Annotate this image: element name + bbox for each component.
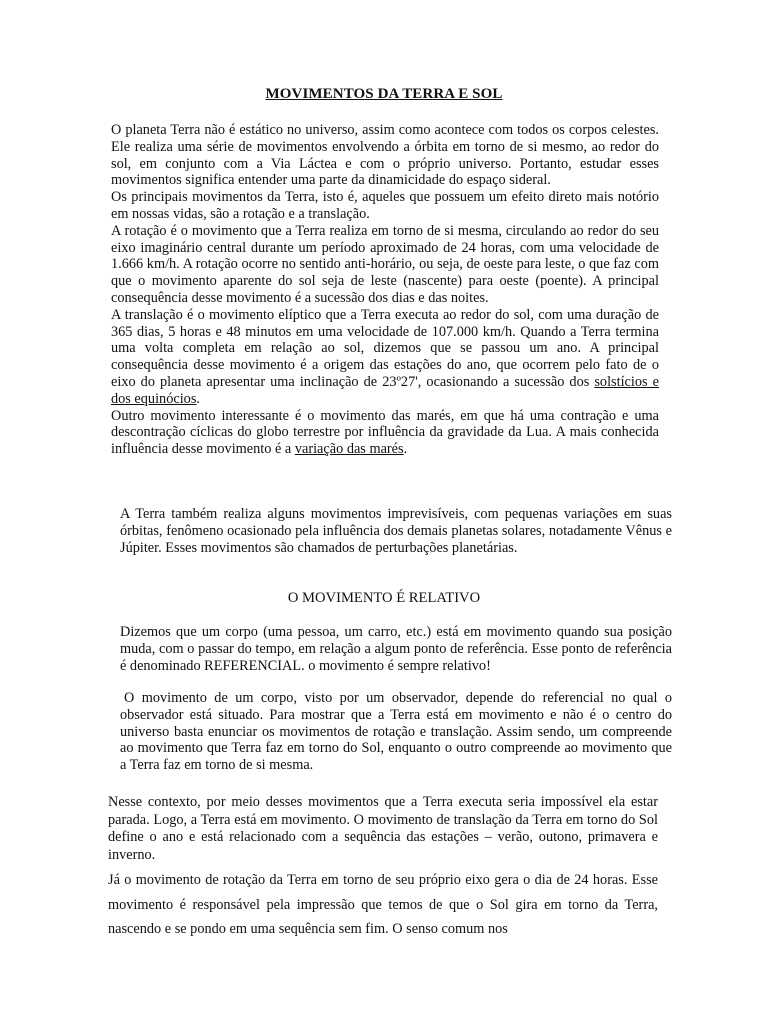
paragraph-translation (111, 307, 659, 408)
tide-variation-link[interactable]: variação das marés (294, 441, 404, 458)
paragraph-rotation-day: Já o movimento de rotação da Terra em torno de seu próprio eixo gera o dia de 24 horas. Esse movimento é responsável pela impressão que temos de que o Sol gira em torno da Terra, nascendo e se pondo em uma sequência sem fim. O senso comum nos (108, 872, 658, 937)
paragraph-main-movements: Os principais movimentos da Terra, isto é, aqueles que possuem um efeito direto mais notório em nossas vidas, são a rotação e a translação. (111, 189, 659, 222)
main-text-block (111, 122, 659, 458)
section-subtitle: O MOVIMENTO É RELATIVO (287, 590, 481, 606)
paragraph-rotation: A rotação é o movimento que a Terra realiza em torno de si mesma, circulando ao redor do seu eixo imaginário central durante um período aproximado de 24 horas, com uma velocidade de 1.666 km/h. A rotação ocorre no sentido anti-horário, ou seja, de oeste para leste, o que faz com que o movimento aparente do sol seja de leste (nascente) para oeste (poente). A principal consequência desse movimento é a sucessão dos dias e das noites. (111, 222, 659, 306)
paragraph-perturbations: A Terra também realiza alguns movimentos imprevisíveis, com pequenas variações em suas órbitas, fenômeno ocasionado pela influência dos demais planetas solares, notadamente Vênus e Júpiter. Esses movimentos são chamados de perturbações planetárias. (120, 506, 672, 556)
tides-text: Outro movimento interessante é o movimento das marés, em que há uma contração e uma descontração cíclicas do globo terrestre por influência da gravidade da Lua. A mais conhecida influência desse movimento é a (111, 407, 659, 458)
translation-text: A translação é o movimento elíptico que a Terra executa ao redor do sol, com uma duração de 365 dias, 5 horas e 48 minutos em uma velocidade de 107.000 km/h. Quando a Terra termina uma volta completa em relação ao sol, dizemos que se passou um ano. A principal consequência desse movimento é a origem das estações do ano, que ocorrem pelo fato de o eixo do planeta apresentar uma inclinação de 23º27', ocasionando a sucessão dos (111, 306, 659, 390)
tides-text-end: . (403, 441, 408, 458)
document-title: MOVIMENTOS DA TERRA E SOL (265, 86, 503, 102)
indented-block-observer (120, 690, 672, 774)
paragraph-relative-motion: Dizemos que um corpo (uma pessoa, um carro, etc.) está em movimento quando sua posição muda, com o passar do tempo, em relação a algum ponto de referência. Esse ponto de referência é denominado REFERENCIAL. o movimento é sempre relativo! (120, 624, 672, 674)
solstices-equinoxes-link[interactable]: solstícios e dos equinócios (111, 373, 659, 407)
indented-block-relative-motion (120, 624, 672, 674)
paragraph-context: Nesse contexto, por meio desses movimentos que a Terra executa seria impossível ela estar parada. Logo, a Terra está em movimento. O movimento de translação da Terra em torno do Sol define o ano e está relacionado com a sequência das estações – verão, outono, primavera e inverno. (108, 794, 658, 863)
paragraph-planet-not-static: O planeta Terra não é estático no universo, assim como acontece com todos os corpos celestes. Ele realiza uma série de movimentos envolvendo a órbita em torno de si mesmo, ao redor do sol, em conjunto com a Via Láctea e com o próprio universo. Portanto, estudar esses movimentos significa entender uma parte da dinamicidade do espaço sideral. (111, 122, 659, 189)
translation-text-end: . (196, 390, 200, 407)
paragraph-observer: O movimento de um corpo, visto por um observador, depende do referencial no qual o observador está situado. Para mostrar que a Terra está em movimento e não é o centro do universo basta enunciar os movimentos de rotação e translação. Assim sendo, um compreende ao movimento que Terra faz em torno do Sol, enquanto o outro compreende ao movimento que a Terra faz em torno de si mesma. (120, 690, 672, 774)
indented-block-perturbations (120, 506, 672, 556)
paragraph-tides (111, 408, 659, 458)
